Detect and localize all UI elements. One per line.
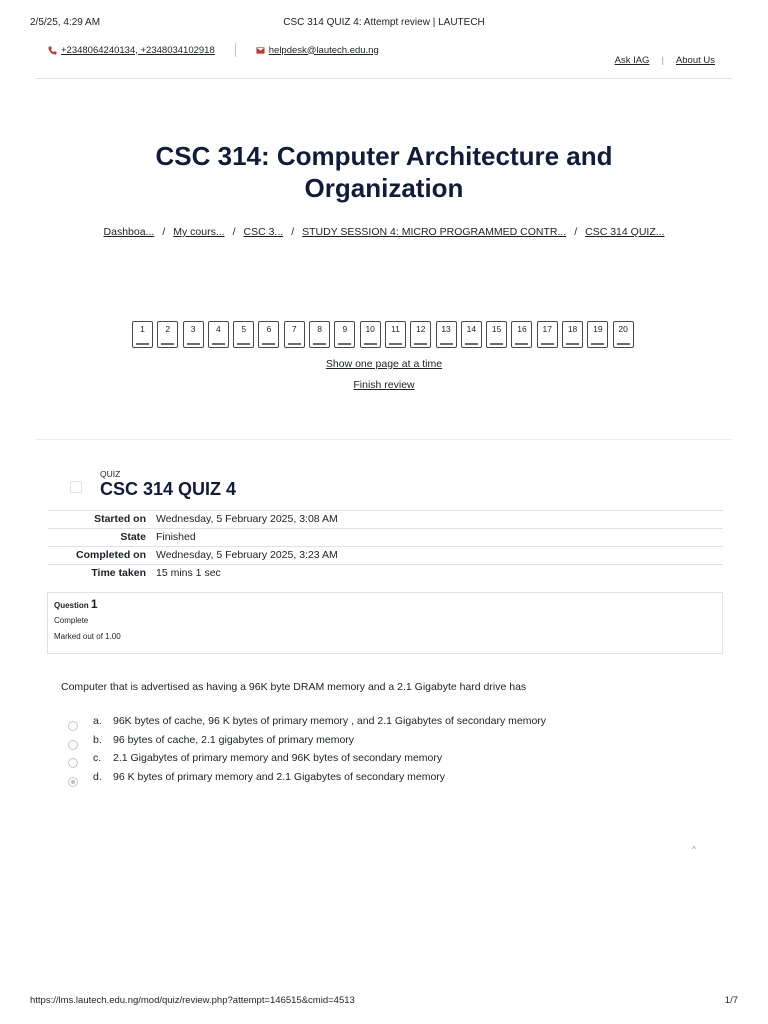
show-one-page-row	[0, 358, 768, 370]
top-links	[615, 55, 715, 66]
quiz-nav-button-15[interactable]: 15	[486, 321, 507, 348]
print-page-title: CSC 314 QUIZ 4: Attempt review | LAUTECH	[283, 17, 485, 28]
table-row	[48, 511, 723, 529]
question-grade: Marked out of 1.00	[54, 632, 121, 641]
quiz-nav-button-17[interactable]: 17	[537, 321, 558, 348]
summary-label: Completed on	[76, 549, 146, 561]
question-state: Complete	[54, 616, 89, 625]
breadcrumb	[0, 226, 768, 238]
page-title: CSC 314: Computer Architecture and Organization	[155, 141, 613, 203]
breadcrumb-separator: /	[574, 226, 578, 238]
answer-option-d[interactable]	[66, 770, 666, 789]
back-to-top-icon[interactable]: ^	[692, 845, 696, 854]
answer-radio[interactable]	[68, 721, 78, 731]
breadcrumb-separator: /	[232, 226, 236, 238]
table-row	[48, 547, 723, 565]
quiz-nav-button-14[interactable]: 14	[461, 321, 482, 348]
summary-value: Wednesday, 5 February 2025, 3:08 AM	[156, 513, 338, 525]
phone-link[interactable]	[48, 45, 215, 56]
summary-label: State	[120, 531, 146, 543]
ask-iag-link[interactable]: Ask IAG	[614, 55, 650, 66]
contact-bar	[48, 43, 379, 57]
quiz-nav-button-2[interactable]: 2	[157, 321, 178, 348]
quiz-nav-button-10[interactable]: 10	[360, 321, 381, 348]
answer-letter: a.	[93, 715, 102, 727]
quiz-nav-button-4[interactable]: 4	[208, 321, 229, 348]
answer-list	[66, 714, 666, 789]
question-info-box	[47, 592, 723, 654]
phone-numbers: +2348064240134, +2348034102918	[61, 44, 215, 56]
contact-divider	[235, 43, 236, 57]
breadcrumb-section[interactable]: STUDY SESSION 4: MICRO PROGRAMMED CONTR...	[302, 226, 567, 238]
print-datetime: 2/5/25, 4:29 AM	[30, 17, 101, 28]
quiz-nav-button-13[interactable]: 13	[436, 321, 457, 348]
print-url: https://lms.lautech.edu.ng/mod/quiz/review.php?attempt=146515&cmid=4513	[30, 995, 355, 1006]
quiz-nav-button-19[interactable]: 19	[587, 321, 608, 348]
answer-option-a[interactable]	[66, 714, 666, 733]
answer-option-b[interactable]	[66, 733, 666, 752]
answer-letter: b.	[93, 733, 102, 746]
summary-label: Started on	[94, 513, 146, 525]
attempt-summary-table	[48, 510, 723, 582]
quiz-nav-button-5[interactable]: 5	[233, 321, 254, 348]
question-number-line	[54, 598, 716, 612]
question-text: Computer that is advertised as having a 96K byte DRAM memory and a 2.1 Gigabyte hard drive has	[61, 681, 527, 693]
quiz-nav-button-3[interactable]: 3	[183, 321, 204, 348]
show-one-page-link[interactable]: Show one page at a time	[325, 358, 443, 370]
answer-text: 2.1 Gigabytes of primary memory and 96K bytes of secondary memory	[113, 752, 443, 765]
finish-review-row	[0, 379, 768, 391]
breadcrumb-separator: /	[291, 226, 295, 238]
answer-letter: c.	[93, 752, 102, 765]
breadcrumb-quiz[interactable]: CSC 314 QUIZ...	[585, 226, 665, 238]
table-row	[48, 565, 723, 583]
print-header	[0, 17, 768, 31]
answer-letter: d.	[93, 771, 102, 784]
quiz-nav-button-8[interactable]: 8	[309, 321, 330, 348]
quiz-icon	[70, 481, 82, 493]
section-divider	[35, 439, 732, 440]
quiz-title: CSC 314 QUIZ 4	[100, 479, 237, 499]
table-row	[48, 529, 723, 547]
quiz-nav-button-11[interactable]: 11	[385, 321, 406, 348]
summary-value: Finished	[156, 531, 196, 543]
quiz-nav-button-20[interactable]: 20	[613, 321, 634, 348]
email-link[interactable]	[256, 45, 379, 56]
breadcrumb-dashboard[interactable]: Dashboa...	[103, 226, 155, 238]
quiz-nav-button-16[interactable]: 16	[511, 321, 532, 348]
quiz-navigation	[132, 321, 638, 348]
quiz-nav-button-6[interactable]: 6	[258, 321, 279, 348]
top-links-divider: |	[661, 55, 664, 66]
quiz-nav-button-1[interactable]: 1	[132, 321, 153, 348]
quiz-nav-button-12[interactable]: 12	[410, 321, 431, 348]
answer-radio-selected[interactable]	[68, 777, 78, 787]
answer-option-c[interactable]	[66, 751, 666, 770]
header-divider	[35, 78, 732, 79]
answer-radio[interactable]	[68, 758, 78, 768]
breadcrumb-my-courses[interactable]: My cours...	[173, 226, 225, 238]
answer-text: 96 bytes of cache, 2.1 gigabytes of primary memory	[113, 733, 355, 746]
finish-review-link[interactable]: Finish review	[353, 379, 415, 391]
summary-value: Wednesday, 5 February 2025, 3:23 AM	[156, 549, 338, 561]
breadcrumb-course[interactable]: CSC 3...	[243, 226, 284, 238]
quiz-kicker: QUIZ	[100, 469, 121, 479]
print-page-number: 1/7	[724, 995, 738, 1006]
question-number: 1	[90, 597, 98, 611]
summary-value: 15 mins 1 sec	[156, 567, 221, 579]
envelope-icon	[256, 46, 265, 55]
summary-label: Time taken	[91, 567, 146, 579]
quiz-nav-button-18[interactable]: 18	[562, 321, 583, 348]
answer-text: 96K bytes of cache, 96 K bytes of primary memory , and 2.1 Gigabytes of secondary memory	[113, 715, 547, 727]
question-prefix: Question	[54, 601, 89, 610]
breadcrumb-separator: /	[162, 226, 166, 238]
quiz-nav-button-7[interactable]: 7	[284, 321, 305, 348]
quiz-nav-button-9[interactable]: 9	[334, 321, 355, 348]
answer-text: 96 K bytes of primary memory and 2.1 Gigabytes of secondary memory	[113, 771, 446, 784]
answer-radio[interactable]	[68, 740, 78, 750]
phone-icon	[48, 46, 57, 55]
about-us-link[interactable]: About Us	[675, 55, 715, 66]
email-address: helpdesk@lautech.edu.ng	[268, 44, 379, 56]
